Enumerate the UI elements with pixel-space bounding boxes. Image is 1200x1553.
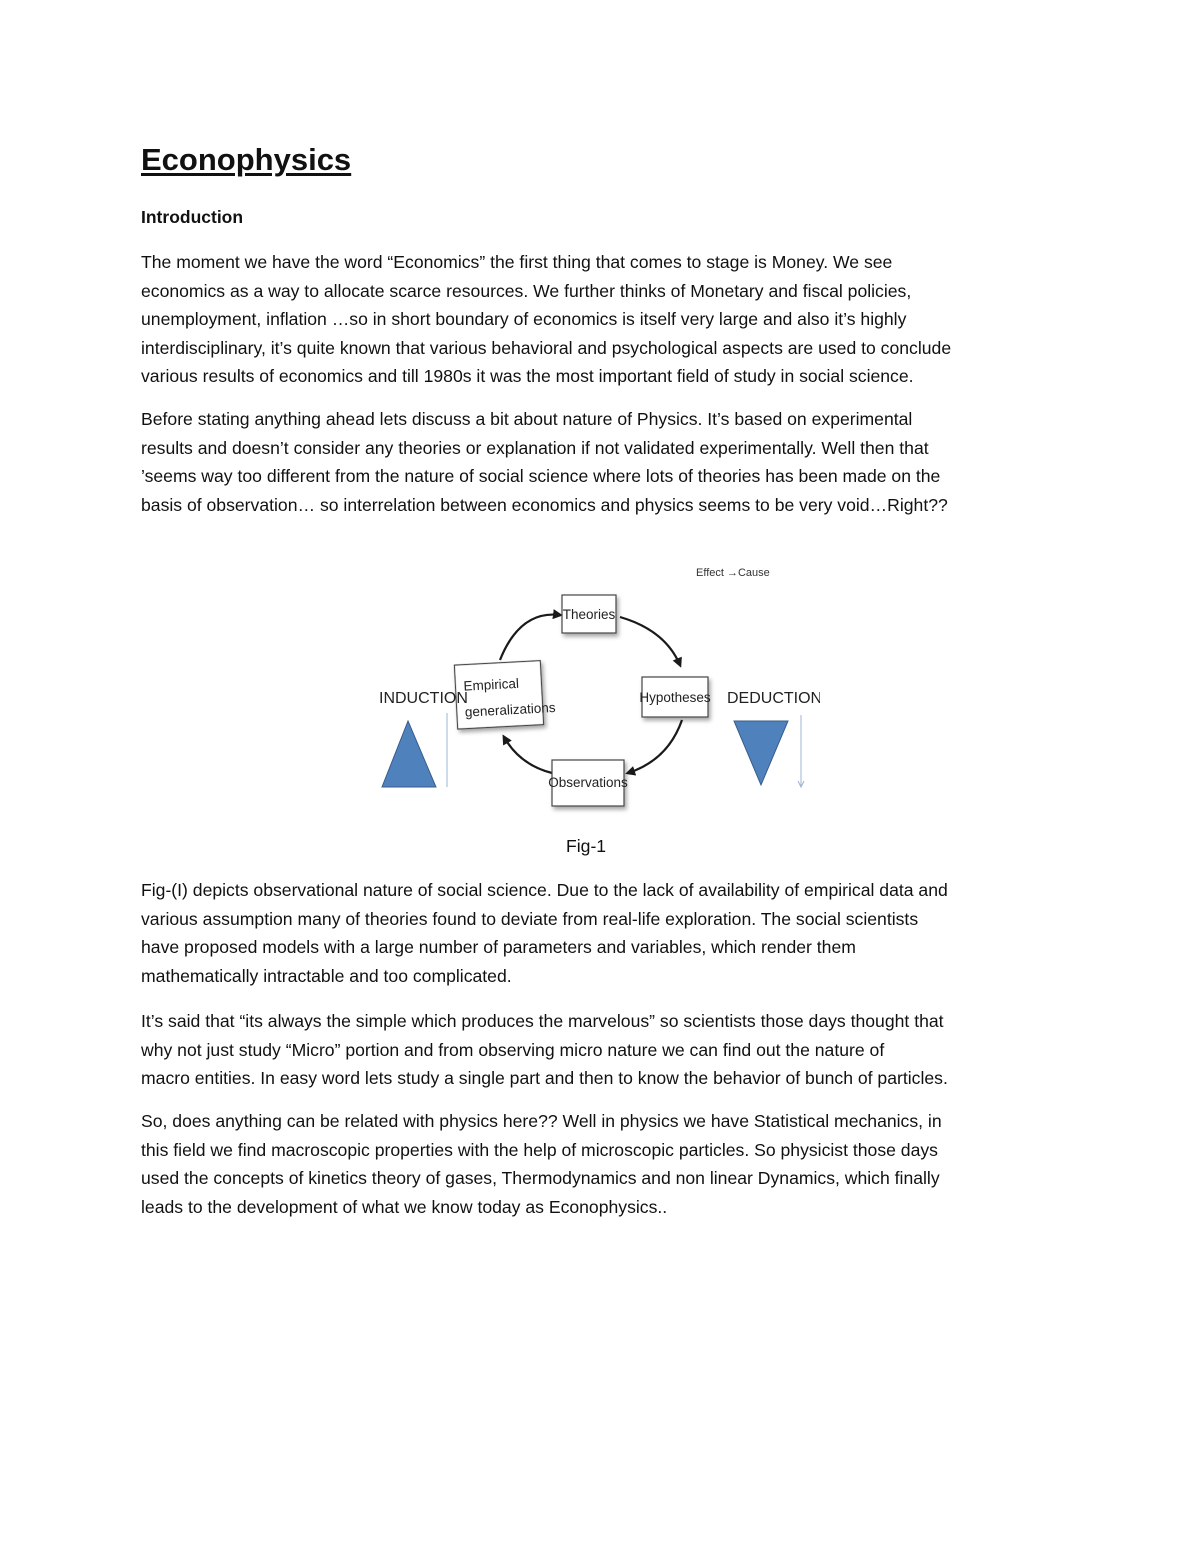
- arrow-hypotheses-to-observations: [628, 720, 682, 773]
- arrow-observations-to-empirical: [504, 737, 552, 773]
- figure-caption: Fig-1: [566, 836, 607, 856]
- effect-cause-label: Effect →Cause: [696, 567, 770, 579]
- induction-triangle: [382, 721, 436, 787]
- theories-box: [562, 595, 616, 633]
- paragraph-nature-of-physics: Before stating anything ahead lets discuss a bit about nature of Physics. It’s based on experimental results and doesn’t consider any theories or explanation if not validated experimentally. Well then that ’seems way too different from the nature of social science where lots of theories has been made on the basis of observation… so interrelation between economics and physics seems to be very void…Right??: [141, 409, 948, 515]
- section-heading-introduction: Introduction: [141, 207, 244, 227]
- deduction-label: DEDUCTION: [727, 690, 820, 707]
- hypotheses-box: [639, 677, 711, 717]
- svg-text:generalizations: generalizations: [464, 699, 556, 720]
- arrow-empirical-to-theories: [500, 615, 560, 660]
- paragraph-micro-macro: It’s said that “its always the simple which produces the marvelous” so scientists those days thought that why not just study “Micro” portion and from observing micro nature we can find out the nature of macro entities. In easy word lets study a single part and then to know the behavior of bunch of particles.: [141, 1011, 948, 1089]
- document-title: Econophysics: [141, 142, 352, 177]
- figure-induction-deduction-cycle: [370, 555, 820, 820]
- svg-text:Hypotheses: Hypotheses: [639, 690, 711, 705]
- empirical-generalizations-box: [454, 660, 556, 729]
- svg-text:Empirical: Empirical: [463, 675, 520, 694]
- paragraph-statistical-mechanics: So, does anything can be related with physics here?? Well in physics we have Statistical mechanics, in this field we find macroscopic properties with the help of microscopic particles. So physicist those days used the concepts of kinetics theory of gases, Thermodynamics and non linear Dynamics, which finally leads to the development of what we know today as Econophysics..: [141, 1111, 942, 1217]
- induction-label: INDUCTION: [379, 690, 468, 707]
- deduction-triangle: [734, 721, 788, 785]
- observations-box: [548, 760, 628, 806]
- svg-text:Observations: Observations: [548, 775, 628, 790]
- arrow-theories-to-hypotheses: [620, 617, 680, 665]
- paragraph-economics-intro: The moment we have the word “Economics” the first thing that comes to stage is Money. We see economics as a way to allocate scarce resources. We further thinks of Monetary and fiscal policies, unemployment, inflation …so in short boundary of economics is itself very large and also it’s highly interdisciplinary, it’s quite known that various behavioral and psychological aspects are used to conclude various results of economics and till 1980s it was the most important field of study in social science.: [141, 252, 952, 387]
- svg-text:Theories: Theories: [562, 607, 616, 622]
- paragraph-fig-description: Fig-(I) depicts observational nature of social science. Due to the lack of availability of empirical data and various assumption many of theories found to deviate from real-life exploration. The social scientists have proposed models with a large number of parameters and variables, which render them mathematically intractable and too complicated.: [141, 880, 948, 986]
